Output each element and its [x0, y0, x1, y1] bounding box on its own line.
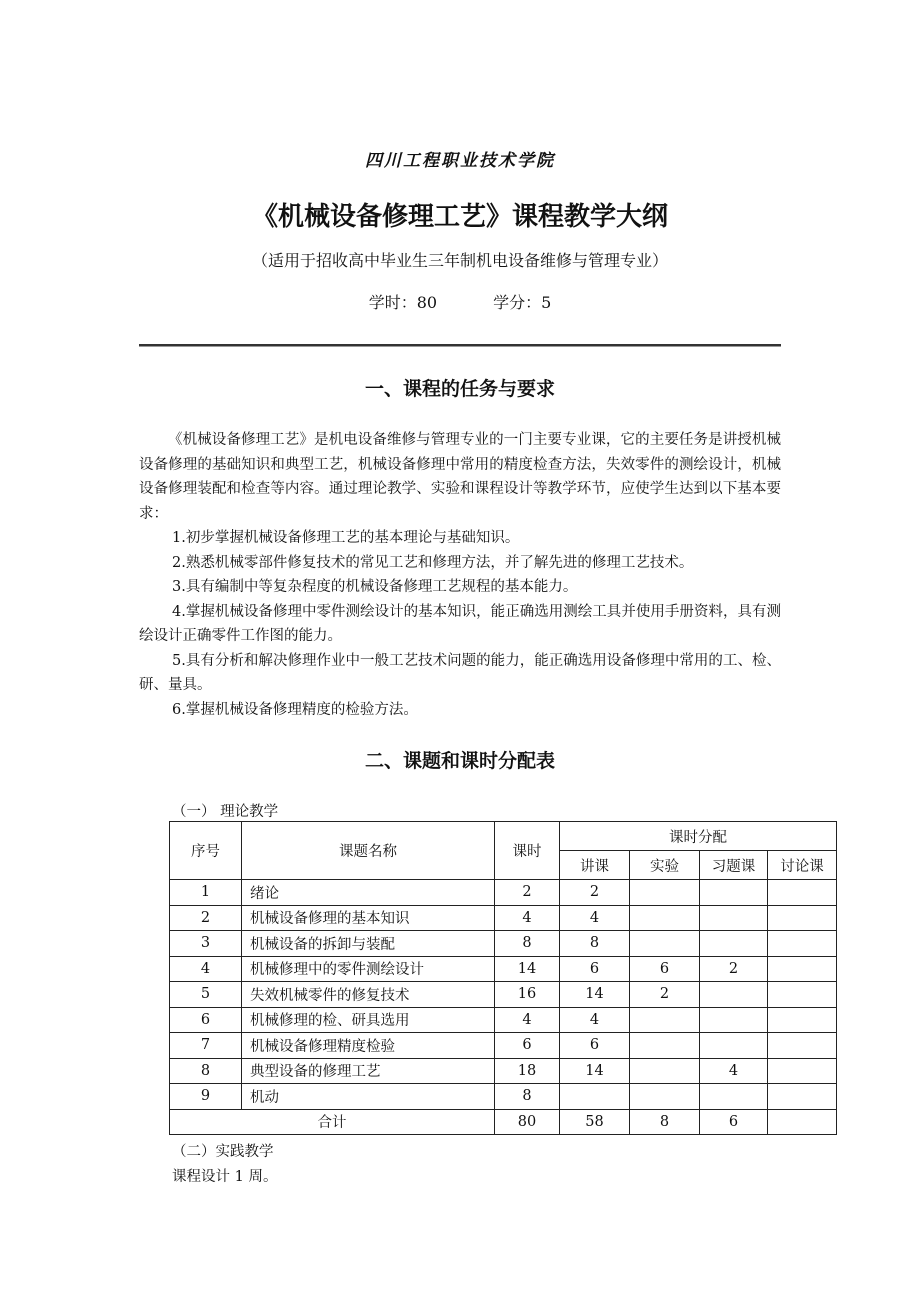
- cell-discussion: [768, 1058, 837, 1084]
- intro-paragraph: 《机械设备修理工艺》是机电设备维修与管理专业的一门主要专业课，它的主要任务是讲授机械设备修理的基础知识和典型工艺，机械设备修理中常用的精度检查方法，失效零件的测绘设计，机械设备修理装配和检查等内容。通过理论教学、实验和课程设计等教学环节，应使学生达到以下基本要求：: [139, 432, 781, 522]
- cell-exercise: [700, 1084, 768, 1110]
- cell-experiment: 2: [630, 982, 700, 1008]
- table-total-row: [170, 1109, 837, 1135]
- cell-hours: 4: [495, 1007, 560, 1033]
- cell-hours: 8: [495, 1084, 560, 1110]
- cell-no: 3: [170, 931, 242, 957]
- cell-exercise: 4: [700, 1058, 768, 1084]
- header-no: 序号: [170, 822, 242, 880]
- cell-no: 2: [170, 905, 242, 931]
- cell-exercise: 2: [700, 956, 768, 982]
- cell-exercise: [700, 880, 768, 906]
- cell-topic: 机械修理中的零件测绘设计: [242, 956, 495, 982]
- cell-experiment: [630, 1033, 700, 1059]
- total-experiment: 8: [630, 1109, 700, 1135]
- cell-experiment: [630, 1007, 700, 1033]
- cell-discussion: [768, 1007, 837, 1033]
- cell-hours: 6: [495, 1033, 560, 1059]
- requirement-item: 6.掌握机械设备修理精度的检验方法。: [172, 701, 418, 718]
- cell-no: 6: [170, 1007, 242, 1033]
- table-row: [170, 1058, 837, 1084]
- hours-credits-line: [0, 290, 920, 313]
- cell-lecture: 4: [560, 1007, 630, 1033]
- table-row: [170, 1007, 837, 1033]
- header-divider: [139, 344, 781, 347]
- cell-experiment: 6: [630, 956, 700, 982]
- table-row: [170, 982, 837, 1008]
- cell-lecture: [560, 1084, 630, 1110]
- cell-lecture: 4: [560, 905, 630, 931]
- table-row: [170, 880, 837, 906]
- cell-lecture: 2: [560, 880, 630, 906]
- cell-discussion: [768, 982, 837, 1008]
- cell-topic: 绪论: [242, 880, 495, 906]
- cell-experiment: [630, 880, 700, 906]
- section1-body: [139, 428, 781, 722]
- header-exercise: 习题课: [700, 851, 768, 880]
- total-exercise: 6: [700, 1109, 768, 1135]
- cell-experiment: [630, 1084, 700, 1110]
- header-allocation: 课时分配: [560, 822, 837, 851]
- document-subtitle: （适用于招收高中毕业生三年制机电设备维修与管理专业）: [251, 251, 668, 270]
- cell-hours: 14: [495, 956, 560, 982]
- cell-discussion: [768, 956, 837, 982]
- cell-topic: 机械修理的检、研具选用: [242, 1007, 495, 1033]
- cell-hours: 16: [495, 982, 560, 1008]
- cell-exercise: [700, 905, 768, 931]
- cell-no: 7: [170, 1033, 242, 1059]
- table-row: [170, 956, 837, 982]
- cell-exercise: [700, 1007, 768, 1033]
- header-lecture: 讲课: [560, 851, 630, 880]
- total-lecture: 58: [560, 1109, 630, 1135]
- document-title: 《机械设备修理工艺》课程教学大纲: [251, 202, 668, 232]
- institution-name: 四川工程职业技术学院: [365, 151, 555, 171]
- total-label: 合计: [170, 1109, 495, 1135]
- cell-discussion: [768, 880, 837, 906]
- requirement-item: 3.具有编制中等复杂程度的机械设备修理工艺规程的基本能力。: [172, 579, 578, 595]
- cell-lecture: 6: [560, 1033, 630, 1059]
- cell-discussion: [768, 1033, 837, 1059]
- table-row: [170, 1084, 837, 1110]
- cell-lecture: 14: [560, 1058, 630, 1084]
- cell-discussion: [768, 905, 837, 931]
- table-row: [170, 1033, 837, 1059]
- cell-topic: 机械设备修理精度检验: [242, 1033, 495, 1059]
- hours-allocation-table: [169, 821, 837, 1135]
- cell-hours: 8: [495, 931, 560, 957]
- cell-discussion: [768, 931, 837, 957]
- cell-exercise: [700, 982, 768, 1008]
- cell-hours: 4: [495, 905, 560, 931]
- cell-exercise: [700, 1033, 768, 1059]
- hours-label: 学时：80: [368, 293, 438, 312]
- cell-hours: 2: [495, 880, 560, 906]
- cell-topic: 机械设备的拆卸与装配: [242, 931, 495, 957]
- cell-no: 1: [170, 880, 242, 906]
- practice-teaching-text: 课程设计 1 周。: [172, 1169, 278, 1185]
- cell-topic: 典型设备的修理工艺: [242, 1058, 495, 1084]
- header-discussion: 讨论课: [768, 851, 837, 880]
- section-heading-2: 二、课题和课时分配表: [364, 750, 555, 772]
- requirement-item: 5.具有分析和解决修理作业中一般工艺技术问题的能力，能正确选用设备修理中常用的工、检、研、量具。: [139, 652, 781, 693]
- cell-experiment: [630, 905, 700, 931]
- total-hours: 80: [495, 1109, 560, 1135]
- cell-no: 4: [170, 956, 242, 982]
- cell-topic: 机械设备修理的基本知识: [242, 905, 495, 931]
- total-discussion: [768, 1109, 837, 1135]
- cell-lecture: 14: [560, 982, 630, 1008]
- cell-lecture: 8: [560, 931, 630, 957]
- table-row: [170, 905, 837, 931]
- header-experiment: 实验: [630, 851, 700, 880]
- requirement-item: 1.初步掌握机械设备修理工艺的基本理论与基础知识。: [172, 530, 520, 546]
- section-heading-1: 一、课程的任务与要求: [364, 378, 555, 400]
- table-row: [170, 931, 837, 957]
- credits-label: 学分：5: [493, 293, 552, 312]
- practice-teaching-label: （二）实践教学: [172, 1144, 274, 1160]
- cell-no: 8: [170, 1058, 242, 1084]
- cell-experiment: [630, 1058, 700, 1084]
- cell-no: 5: [170, 982, 242, 1008]
- header-hours: 课时: [495, 822, 560, 880]
- cell-experiment: [630, 931, 700, 957]
- cell-no: 9: [170, 1084, 242, 1110]
- cell-lecture: 6: [560, 956, 630, 982]
- cell-topic: 机动: [242, 1084, 495, 1110]
- cell-exercise: [700, 931, 768, 957]
- cell-discussion: [768, 1084, 837, 1110]
- header-topic: 课题名称: [242, 822, 495, 880]
- cell-hours: 18: [495, 1058, 560, 1084]
- requirement-item: 2.熟悉机械零部件修复技术的常见工艺和修理方法，并了解先进的修理工艺技术。: [172, 554, 694, 571]
- theory-teaching-label: （一） 理论教学: [172, 804, 279, 820]
- requirement-item: 4.掌握机械设备修理中零件测绘设计的基本知识，能正确选用测绘工具并使用手册资料，具有测绘设计正确零件工作图的能力。: [139, 603, 781, 644]
- cell-topic: 失效机械零件的修复技术: [242, 982, 495, 1008]
